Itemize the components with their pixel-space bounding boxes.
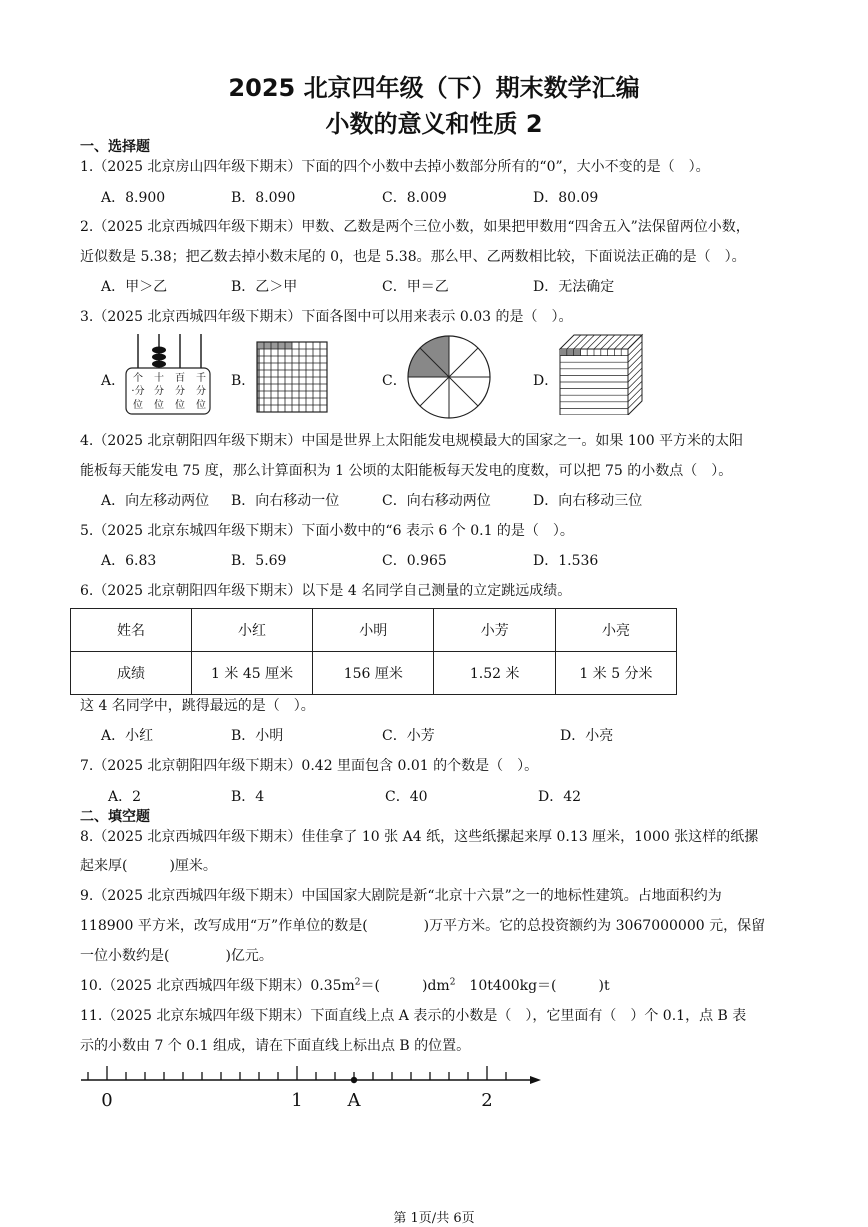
- q2-option-c: C．甲＝乙: [382, 279, 449, 295]
- question-9-line2: 118900 平方米，改写成用“万”作单位的数是( )万平方米。它的总投资额约为 3067000000 元，保留: [80, 918, 766, 934]
- q6-option-a: A．小红: [101, 728, 154, 744]
- q4-option-d: D．向右移动三位: [533, 493, 643, 509]
- page-title: 2025 北京四年级（下）期末数学汇编: [228, 74, 640, 102]
- q7-option-d: D．42: [538, 789, 582, 805]
- abacus-label: 百: [175, 373, 185, 384]
- question-7-text: 7.（2025 北京朝阳四年级下期末）0.42 里面包含 0.01 的个数是（ ）。: [80, 758, 539, 774]
- q4-option-a: A．向左移动两位: [101, 493, 210, 509]
- abacus-label: 十: [154, 373, 164, 384]
- q7-option-a: A．2: [108, 789, 142, 805]
- abacus-label: 位: [175, 400, 185, 411]
- question-9-line1: 9.（2025 北京西城四年级下期末）中国国家大剧院是新“北京十六景”之一的地标性建筑。占地面积约为: [80, 888, 722, 904]
- table-cell: 小芳: [434, 609, 555, 652]
- q3-option-a: A．: [101, 373, 126, 389]
- number-line-label-a: A: [347, 1090, 361, 1111]
- abacus-label: 分: [175, 386, 185, 397]
- question-3-text: 3.（2025 北京西城四年级下期末）下面各图中可以用来表示 0.03 的是（ ）。: [80, 309, 573, 325]
- question-4-line1: 4.（2025 北京朝阳四年级下期末）中国是世界上太阳能发电规模最大的国家之一。如果 100 平方米的太阳: [80, 433, 744, 449]
- abacus-label: 分: [196, 386, 206, 397]
- question-2-line2: 近似数是 5.38；把乙数去掉小数末尾的 0，也是 5.38。那么甲、乙两数相比较，下面说法正确的是（ ）。: [80, 249, 746, 265]
- scores-table: [70, 608, 677, 695]
- hundred-grid-figure: [256, 341, 328, 413]
- question-6-after: 这 4 名同学中，跳得最远的是（ ）。: [80, 698, 315, 714]
- abacus-label: 位: [196, 400, 206, 411]
- q4-option-b: B．向右移动一位: [231, 493, 340, 509]
- q5-option-d: D．1.536: [533, 553, 599, 569]
- number-line-label-0: 0: [101, 1090, 113, 1111]
- table-row: [71, 652, 677, 695]
- question-11-line2: 示的小数由 7 个 0.1 组成，请在下面直线上标出点 B 的位置。: [80, 1038, 471, 1054]
- abacus-label: 个: [133, 373, 143, 384]
- q7-option-b: B．4: [231, 789, 265, 805]
- abacus-label: 位: [133, 400, 143, 411]
- q6-option-c: C．小芳: [382, 728, 435, 744]
- q3-option-c: C．: [382, 373, 407, 389]
- number-line-label-2: 2: [481, 1090, 493, 1111]
- question-10-text: [80, 975, 610, 995]
- q10-prefix: 10.（2025 北京西城四年级下期末）0.35m: [80, 978, 355, 994]
- q10-sup2: 2: [449, 977, 456, 988]
- page-subtitle: 小数的意义和性质 2: [325, 110, 543, 138]
- thousand-cube-figure: [556, 333, 644, 415]
- q4-option-c: C．向右移动两位: [382, 493, 491, 509]
- q5-option-c: C．0.965: [382, 553, 447, 569]
- point-a-marker: [351, 1077, 357, 1083]
- q5-option-a: A．6.83: [101, 553, 157, 569]
- q1-option-a: A．8.900: [101, 190, 166, 206]
- q3-option-d: D．: [533, 373, 559, 389]
- q1-option-d: D．80.09: [533, 190, 599, 206]
- q1-option-c: C．8.009: [382, 190, 447, 206]
- q10-mid: ＝( )dm: [360, 978, 450, 994]
- q5-option-b: B．5.69: [231, 553, 287, 569]
- page-footer: 第 1页/共 6页: [393, 1211, 475, 1226]
- table-cell: 小红: [192, 609, 313, 652]
- pie-figure: [406, 334, 492, 420]
- abacus-label: 位: [154, 400, 164, 411]
- table-cell: 1 米 45 厘米: [192, 652, 313, 695]
- q2-option-d: D．无法确定: [533, 279, 615, 295]
- question-2-line1: 2.（2025 北京西城四年级下期末）甲数、乙数是两个三位小数，如果把甲数用“四舍五入”法保留两位小数，: [80, 219, 750, 235]
- q2-option-b: B．乙＞甲: [231, 279, 298, 295]
- table-cell: 小明: [313, 609, 434, 652]
- table-cell: 姓名: [71, 609, 192, 652]
- q6-option-b: B．小明: [231, 728, 284, 744]
- abacus-label: 分: [154, 386, 164, 397]
- q3-option-b: B．: [231, 373, 256, 389]
- section-heading-choice: 一、选择题: [80, 139, 150, 155]
- section-heading-fill: 二、填空题: [80, 809, 150, 825]
- q1-option-b: B．8.090: [231, 190, 296, 206]
- table-cell: 156 厘米: [313, 652, 434, 695]
- question-9-line3: 一位小数约是( )亿元。: [80, 948, 273, 964]
- question-5-text: 5.（2025 北京东城四年级下期末）下面小数中的“6 表示 6 个 0.1 的是（ ）。: [80, 523, 574, 539]
- q6-option-d: D．小亮: [560, 728, 614, 744]
- table-cell: 1.52 米: [434, 652, 555, 695]
- table-cell: 小亮: [555, 609, 676, 652]
- abacus-label: 千: [196, 373, 206, 384]
- table-cell: 成绩: [71, 652, 192, 695]
- number-line-label-1: 1: [291, 1090, 303, 1111]
- question-1-text: 1.（2025 北京房山四年级下期末）下面的四个小数中去掉小数部分所有的“0”，大小不变的是（ ）。: [80, 159, 710, 175]
- q7-option-c: C．40: [385, 789, 428, 805]
- table-cell: 1 米 5 分米: [555, 652, 676, 695]
- abacus-label: ·分: [131, 386, 145, 397]
- question-6-text: 6.（2025 北京朝阳四年级下期末）以下是 4 名同学自己测量的立定跳远成绩。: [80, 583, 572, 599]
- question-8-line1: 8.（2025 北京西城四年级下期末）佳佳拿了 10 张 A4 纸，这些纸摞起来厚 0.13 厘米，1000 张这样的纸摞: [80, 829, 759, 845]
- table-row: [71, 609, 677, 652]
- question-11-line1: 11.（2025 北京东城四年级下期末）下面直线上点 A 表示的小数是（ ），它里面有（ ）个 0.1，点 B 表: [80, 1008, 747, 1024]
- q2-option-a: A．甲＞乙: [101, 279, 168, 295]
- q10-sup1: 2: [354, 977, 361, 988]
- q10-suffix: 10t400kg＝( )t: [455, 978, 610, 994]
- abacus-figure: [122, 332, 214, 416]
- question-8-line2: 起来厚( )厘米。: [80, 858, 217, 874]
- number-line: [75, 1063, 545, 1111]
- question-4-line2: 能板每天能发电 75 度，那么计算面积为 1 公顷的太阳能板每天发电的度数，可以把 75 的小数点（ ）。: [80, 463, 733, 479]
